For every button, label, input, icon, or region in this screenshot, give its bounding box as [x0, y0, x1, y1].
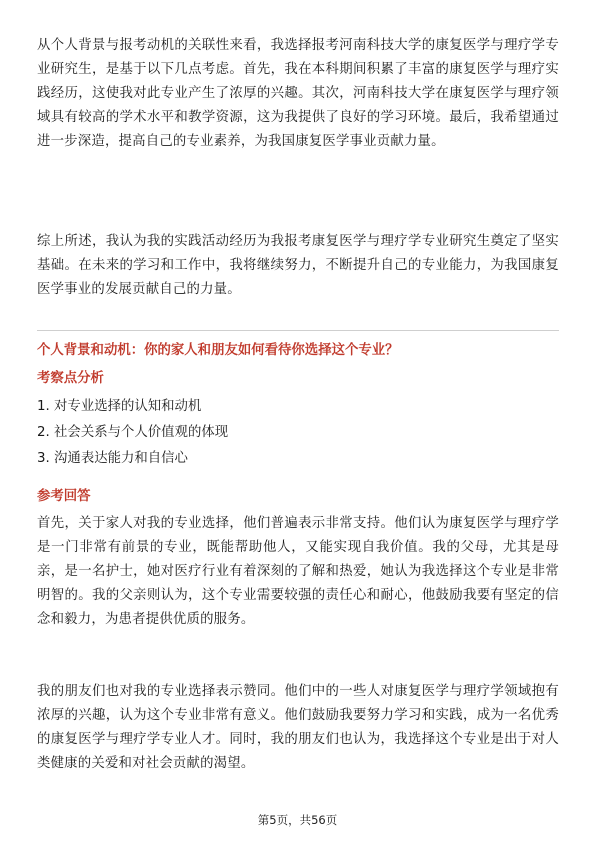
- analysis-point: 3. 沟通表达能力和自信心: [37, 451, 188, 466]
- answer-heading: 参考回答: [37, 489, 91, 504]
- analysis-list: [37, 395, 228, 473]
- summary-paragraph: 综上所述，我认为我的实践活动经历为我报考康复医学与理疗学专业研究生奠定了坚实基础。在未来的学习和工作中，我将继续努力，不断提升自己的专业能力，为我国康复医学事业的发展贡献自己的力量。: [37, 234, 559, 297]
- question-heading: 个人背景和动机：你的家人和朋友如何看待你选择这个专业？: [37, 343, 399, 358]
- analysis-point: 1. 对专业选择的认知和动机: [37, 399, 202, 414]
- section-divider: [37, 330, 559, 331]
- intro-paragraph: 从个人背景与报考动机的关联性来看，我选择报考河南科技大学的康复医学与理疗学专业研究生，是基于以下几点考虑。首先，我在本科期间积累了丰富的康复医学与理疗实践经历，这使我对此专业产生了浓厚的兴趣。其次，河南科技大学在康复医学与理疗领域具有较高的学术水平和教学资源，这为我提供了良好的学习环境。最后，我希望通过进一步深造，提高自己的专业素养，为我国康复医学事业贡献力量。: [37, 38, 559, 149]
- analysis-point: 2. 社会关系与个人价值观的体现: [37, 425, 229, 440]
- page-number: 第5页，共56页: [257, 813, 338, 827]
- analysis-heading: 考察点分析: [37, 371, 104, 386]
- answer-paragraph-friends: 我的朋友们也对我的专业选择表示赞同。他们中的一些人对康复医学与理疗学领域抱有浓厚的兴趣，认为这个专业非常有意义。他们鼓励我要努力学习和实践，成为一名优秀的康复医学与理疗学专业人才。同时，我的朋友们也认为，我选择这个专业是出于对人类健康的关爱和对社会贡献的渴望。: [37, 684, 559, 771]
- answer-paragraph-family: 首先，关于家人对我的专业选择，他们普遍表示非常支持。他们认为康复医学与理疗学是一门非常有前景的专业，既能帮助他人，又能实现自我价值。我的父母，尤其是母亲，是一名护士，她对医疗行业有着深刻的了解和热爱，她认为我选择这个专业是非常明智的。我的父亲则认为，这个专业需要较强的责任心和耐心，他鼓励我要有坚定的信念和毅力，为患者提供优质的服务。: [37, 516, 559, 627]
